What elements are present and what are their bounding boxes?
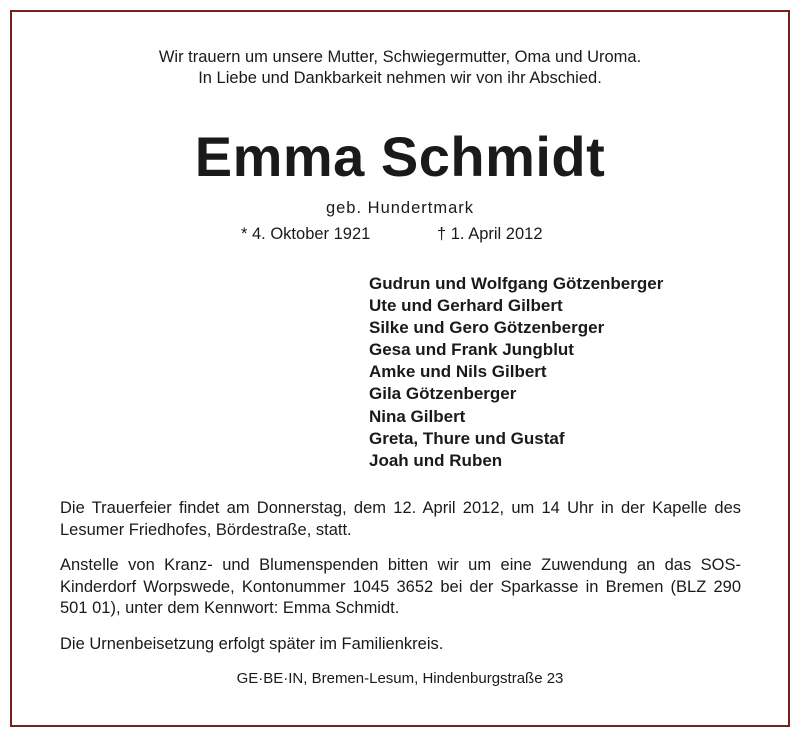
family-member: Joah und Ruben	[369, 450, 503, 470]
deceased-name: Emma Schmidt	[194, 125, 606, 188]
family-members-list	[369, 273, 663, 472]
death-date: † 1. April 2012	[437, 225, 543, 243]
intro-line: In Liebe und Dankbarkeit nehmen wir von ihr Abschied.	[198, 69, 602, 87]
birth-date: * 4. Oktober 1921	[241, 225, 371, 243]
intro-text	[0, 47, 800, 89]
family-member: Gesa und Frank Jungblut	[369, 340, 574, 360]
funeral-service-paragraph: Die Trauerfeier findet am Donnerstag, dem 12. April 2012, um 14 Uhr in der Kapelle des Lesumer Friedhofes, Bördestraße, statt.	[60, 499, 741, 539]
family-member: Silke und Gero Götzenberger	[369, 318, 605, 338]
family-member: Greta, Thure und Gustaf	[369, 428, 565, 448]
burial-paragraph: Die Urnenbeisetzung erfolgt später im Familienkreis.	[60, 635, 444, 653]
maiden-name: geb. Hundertmark	[325, 199, 475, 217]
donation-paragraph: Anstelle von Kranz- und Blumenspenden bitten wir um eine Zuwendung an das SOS-Kinderdorf Worpswede, Kontonummer 1045 3652 bei der Sparkasse in Bremen (BLZ 290 501 01), unter dem Kennwort: Emma Schmidt.	[60, 556, 741, 617]
intro-line: Wir trauern um unsere Mutter, Schwiegermutter, Oma und Uroma.	[158, 48, 642, 66]
family-member: Gudrun und Wolfgang Götzenberger	[369, 274, 664, 293]
funeral-home-footer: GE·BE·IN, Bremen-Lesum, Hindenburgstraße 23	[236, 670, 564, 687]
family-member: Gila Götzenberger	[369, 384, 517, 404]
family-member: Nina Gilbert	[369, 406, 466, 426]
family-member: Ute und Gerhard Gilbert	[369, 296, 563, 316]
family-member: Amke und Nils Gilbert	[369, 362, 547, 382]
